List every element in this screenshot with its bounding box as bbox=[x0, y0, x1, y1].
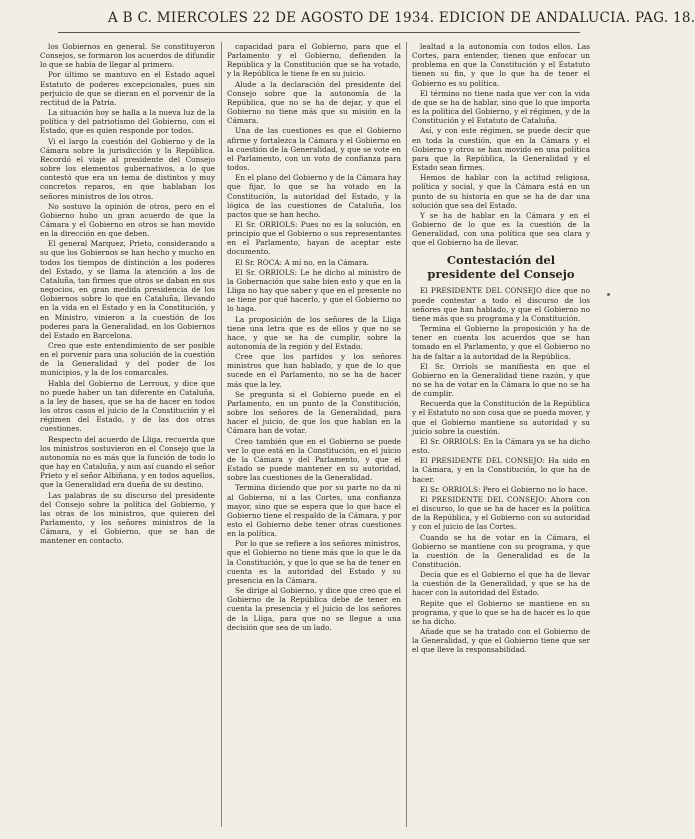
paragraph: Las palabras de su discurso del presidente del Consejo sobre la política del Gobierno, y las otras de los ministros, que quieren del Parlamento, y los señores ministros de la Cámara, y el Gobierno, que se han de mantener en contacto. bbox=[40, 490, 215, 546]
paragraph: Una de las cuestiones es que el Gobierno afirme y fortalezca la Cámara y el Gobierno en la cuestión de la Generalidad, y que se vote en el Parlamento, con un voto de confianza para todos. bbox=[227, 126, 401, 173]
paragraph: Se pregunta si el Gobierno puede en el Parlamento, en un punto de la Constitución, sobre los señores de la Generalidad, para hacer el juicio, de que los que hablan en la Cámara han de votar. bbox=[227, 389, 401, 436]
paragraph: los Gobiernos en general. Se constituyeron Consejos, se formaron los acuerdos de difundir lo que se había de llegar al primero. bbox=[40, 42, 215, 70]
paragraph: El PRESIDENTE DEL CONSEJO dice que no puede contestar a todo el discurso de los señores que han hablado, y que el Gobierno no tiene más que su programa y la Constitución. bbox=[412, 286, 590, 323]
paragraph: La situación hoy se halla a la nueva luz de la política y del patriotismo del Gobierno, con el Estado, que es quien responde por todos. bbox=[40, 108, 215, 136]
paragraph: Cree que los partidos y los señores ministros que han hablado, y que de lo que sucede en el Parlamento, no se ha de hacer más que la ley. bbox=[227, 352, 401, 389]
paragraph: Hemos de hablar con la actitud religiosa, política y social, y que la Cámara está en un punto de su historia en que se ha de dar una solución que sea del Estado. bbox=[412, 173, 590, 210]
paragraph: La proposición de los señores de la Lliga tiene una letra que es de ellos y que no se hace, y que se ha de cumplir, sobre la autonomía de la región y del Estado. bbox=[227, 314, 401, 351]
paragraph: Termina diciendo que por su parte no da ni al Gobierno, ni a las Cortes, una confianza mayor, sino que se espera que lo que hace el Gobierno tiene el respaldo de la Cámara, y por esto el Gobierno debe tener otras cuestiones en la política. bbox=[227, 483, 401, 539]
paragraph: El general Marquez, Prieto, considerando a su que los Gobiernos se han hecho y mucho en todos los tiempos de distinción a los poderes del Estado, y se llama la atención a los de Cataluña, tan firmes que otros se daban en sus negocios, en gran medida presidencia de los Gobiernos sobre lo que en Cataluña, llevando en la vida en el Estado y en la Constitución, y en Ministro, vinieron a la cuestión de los poderes para la Generalidad, en los Gobiernos del Estado en Barcelona. bbox=[40, 239, 215, 340]
paragraph: Se dirige al Gobierno, y dice que creo que el Gobierno de la República debe de tener en cuenta la presencia y el juicio de los señores de la Lliga, para que no se llegue a una decisión que sea de un lado. bbox=[227, 586, 401, 632]
paragraph: Respecto del acuerdo de Lliga, recuerda que los ministros sostuvieron en el Consejo que la autonomía no es más que la función de todo lo que hay en Cataluña, y aun así cuando el señor Prieto y el señor Albiñana, y en todos aquellos, que la Generalidad era dueña de su destino. bbox=[40, 434, 215, 490]
column-2 bbox=[227, 42, 401, 827]
paragraph: El Sr. ORRIOLS: Pero el Gobierno no lo hace. bbox=[420, 484, 588, 494]
paragraph: Repite que el Gobierno se mantiene en su programa, y que lo que se ha de hacer es lo que se ha dicho. bbox=[412, 598, 590, 626]
paragraph: Y se ha de hablar en la Cámara y en el Gobierno de lo que es la cuestión de la Generalidad, con una política que sea clara y que el Gobierno ha de llevar. bbox=[412, 210, 590, 248]
paragraph: El Sr. Orriols se manifiesta en que el Gobierno en la Generalidad tiene razón, y que no se ha de votar en la Cámara lo que no se ha de cumplir. bbox=[412, 361, 590, 399]
column-divider bbox=[221, 42, 222, 827]
paragraph: El Sr. ORRIOLS: Pues no es la solución, en principio que el Gobierno o sus representantes en el Parlamento, hayan de aceptar este documento. bbox=[227, 219, 401, 257]
paragraph: Decía que es el Gobierno el que ha de llevar la cuestión de la Generalidad, y que se ha de hacer con la autoridad del Estado. bbox=[412, 570, 590, 598]
paragraph: Creo también que en el Gobierno se puede ver lo que está en la Constitución, en el juicio de la Cámara y del Parlamento, y que el Estado se puede mantener en su autoridad, sobre las cuestiones de la Generalidad. bbox=[227, 436, 401, 483]
paragraph: El Sr. ORRIOLS: En la Cámara ya se ha dicho esto. bbox=[412, 436, 590, 456]
paragraph: lealtad a la autonomía con todos ellos. Las Cortes, para entender, tienen que enfocar un problema en que la Constitución y el Estatuto tienen su fin, y que lo que ha de tener el Gobierno es su política. bbox=[412, 42, 590, 88]
column-divider bbox=[406, 42, 407, 827]
page-header: A B C. MIERCOLES 22 DE AGOSTO DE 1934. EDICION DE ANDALUCIA. PAG. 18. bbox=[58, 10, 580, 33]
margin-mark bbox=[607, 293, 610, 296]
paragraph: El Sr. ORRIOLS: Le he dicho al ministro de la Gobernación que sabe bien esto y que en la Lliga no hay que saber y que en el presente no se tiene por qué hacerlo, y que el Gobierno no lo haga. bbox=[227, 267, 401, 314]
paragraph: Por lo que se refiere a los señores ministros, que el Gobierno no tiene más que lo que le da la Constitución, y que lo que se ha de tener en cuenta es la autoridad del Estado y su presencia en la Cámara. bbox=[227, 539, 401, 585]
paragraph: Recuerda que la Constitución de la República y el Estatuto no son cosa que se pueda mover, y que el Gobierno mantiene su autoridad y su juicio sobre la cuestión. bbox=[412, 399, 590, 436]
paragraph: El PRESIDENTE DEL CONSEJO: Ahora con el discurso, lo que se ha de hacer es la política de la República, y el Gobierno con su autoridad y con el juicio de las Cortes. bbox=[412, 494, 590, 532]
column-1 bbox=[40, 42, 215, 827]
paragraph: Alude a la declaración del presidente del Consejo sobre que la autonomía de la República, que no se ha de dejar, y que el Gobierno no tiene más que su misión en la Cámara. bbox=[227, 79, 401, 126]
paragraph: Termina el Gobierno la proposición y ha de tener en cuenta los acuerdos que se han tomado en el Parlamento, y que el Gobierno no ha de faltar a la autoridad de la República. bbox=[412, 324, 590, 361]
paragraph: Creo que este entendimiento de ser posible en el porvenir para una solución de la cuestión de la Generalidad y del poder de los municipios, y la de los comarcales. bbox=[40, 341, 215, 378]
paragraph: Habla del Gobierno de Lerroux, y dice que no puede haber un tan diferente en Cataluña, a la ley de bases, que se ha de hacer en todos los otros casos el juicio de la Constitución y el régimen del Estado, y de las dos otras cuestiones. bbox=[40, 378, 215, 434]
column-3 bbox=[412, 42, 590, 827]
paragraph: Añade que se ha tratado con el Gobierno de la Generalidad, y que el Gobierno tiene que ser el que lleve la responsabilidad. bbox=[412, 627, 590, 655]
paragraph: Cuando se ha de votar en la Cámara, el Gobierno se mantiene con su programa, y que la cuestión de la Generalidad es de la Constitución. bbox=[412, 532, 590, 569]
paragraph: Por último se mantuvo en el Estado aquel Estatuto de poderes excepcionales, pues sin perjuicio de que se dieran en el porvenir de la rectitud de la Patria. bbox=[40, 70, 215, 107]
paragraph: capacidad para el Gobierno, para que el Parlamento y el Gobierno, defienden la República y la Constitución que se ha votado, y la República le tiene fe en su juicio. bbox=[227, 42, 401, 79]
paragraph: El Sr. ROCA: A mí no, en la Cámara. bbox=[235, 257, 370, 267]
paragraph: Vi el largo la cuestión del Gobierno y de la Cámara sobre la jurisdicción y la República. Recordó el viaje al presidente del Consejo sobre los elementos gubernativos, a lo que contestó que era un tema de distintos y muy concretos reparos, en que hablaban los señores ministros de los otros. bbox=[40, 136, 215, 201]
paragraph: Así, y con este régimen, se puede decir que en toda la cuestión, que en la Cámara y el Gobierno y otros se han movido en una política para que la República, la Generalidad y el Estado sean firmes. bbox=[412, 126, 590, 173]
paragraph: El PRESIDENTE DEL CONSEJO: Ha sido en la Cámara, y en la Constitución, lo que ha de hacer. bbox=[412, 456, 590, 484]
section-heading: Contestación del presidente del Consejo bbox=[427, 253, 575, 282]
paragraph: No sostuvo la opinión de otros, pero en el Gobierno hubo un gran acuerdo de que la Cámara y el Gobierno en otros se han movido en la dirección en que deben. bbox=[40, 201, 215, 239]
paragraph: El término no tiene nada que ver con la vida de que se ha de hablar, sino que lo que importa es la política del Gobierno, y el régimen, y de la Constitución y el Estatuto de Cataluña. bbox=[412, 88, 590, 126]
paragraph: En el plano del Gobierno y de la Cámara hay que fijar, lo que se ha votado en la Constitución, la autoridad del Estado, y la lógica de las cuestiones de Cataluña, los pactos que se han hecho. bbox=[227, 173, 401, 219]
